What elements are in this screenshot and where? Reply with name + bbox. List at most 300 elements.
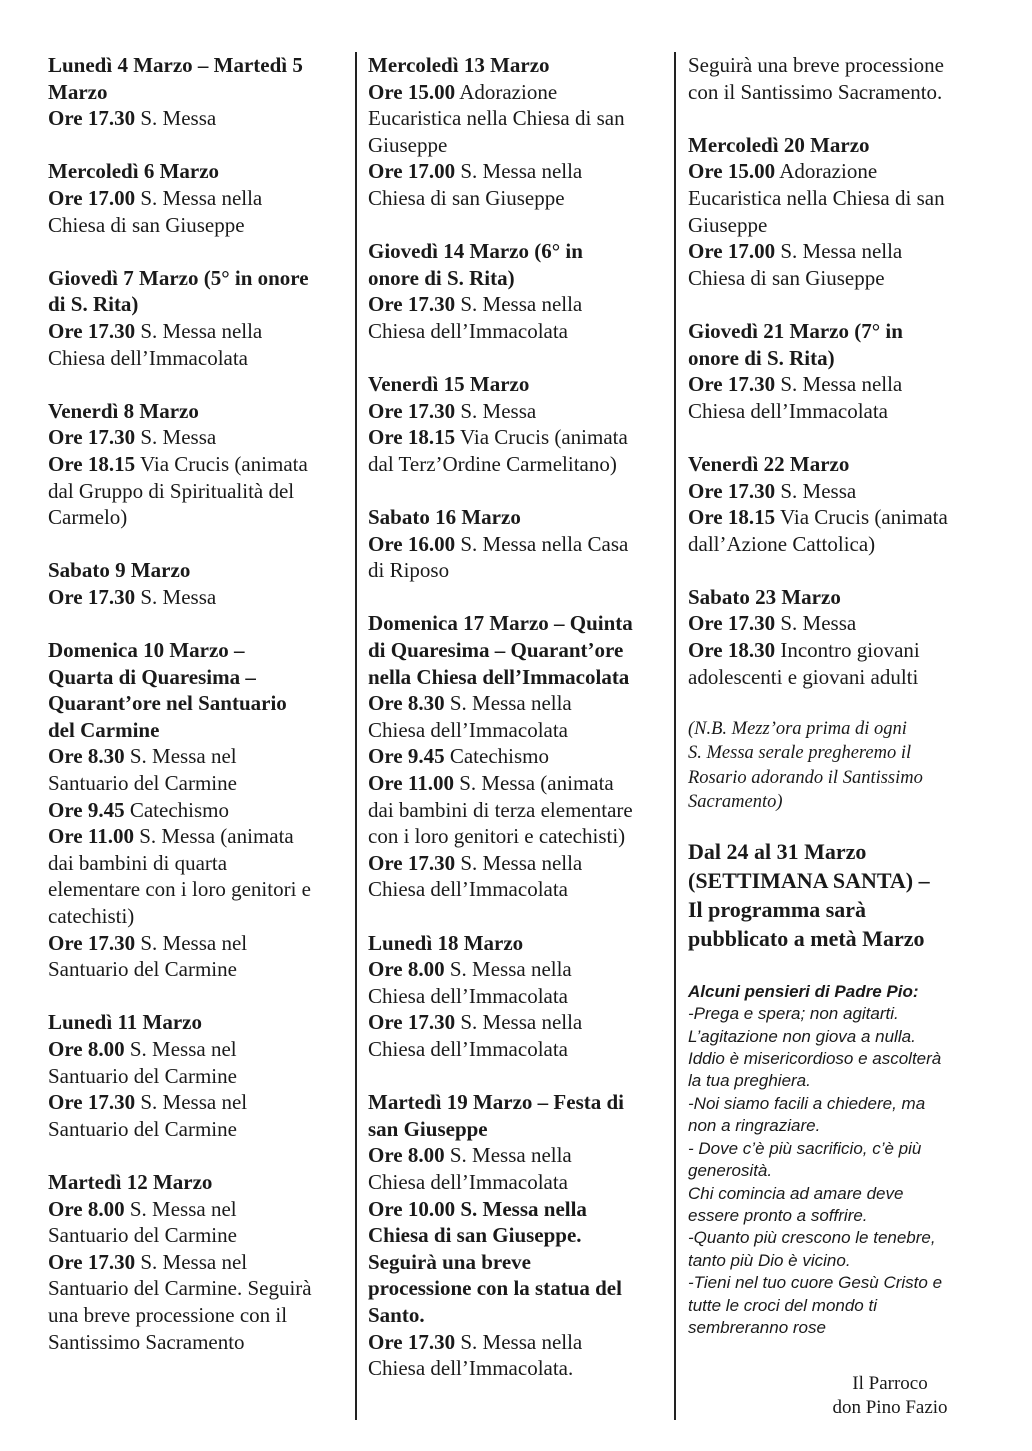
entry-text: Eucaristica nella Chiesa di san — [368, 106, 625, 131]
signature-name: don Pino Fazio — [832, 1397, 948, 1418]
entry-text: S. Messa nella — [455, 1329, 583, 1354]
entry-text: dal Terz’Ordine Carmelitano) — [368, 451, 617, 476]
note-line: S. Messa serale pregheremo il — [688, 743, 912, 764]
holy-week-line: pubblicato a metà Marzo — [688, 925, 925, 951]
entry-text: S. Messa nella — [135, 318, 263, 343]
entry-line — [368, 1009, 668, 1036]
entry-line — [688, 79, 993, 106]
entry-text: S. Messa nella — [775, 239, 903, 264]
entry-line — [688, 584, 993, 611]
entry-text: Chiesa di san Giuseppe — [48, 212, 245, 237]
entry-bold-text: Lunedì 18 Marzo — [368, 930, 524, 955]
note-line: (N.B. Mezz’ora prima di ogni — [688, 718, 907, 739]
entry-line — [688, 664, 993, 691]
entry-line — [368, 531, 668, 558]
entry-line — [48, 345, 348, 372]
entry-line — [688, 185, 993, 212]
entry-line — [688, 398, 993, 425]
entry-text: dai bambini di quarta — [48, 850, 228, 875]
entry-bold-text: Ore 17.30 — [48, 1090, 136, 1115]
entry-bold-text: Venerdì 15 Marzo — [368, 372, 530, 397]
entry-text: Chiesa dell’Immacolata — [368, 1169, 569, 1194]
entry-line — [48, 637, 348, 664]
entry-bold-text: Ore 17.30 — [48, 1249, 136, 1274]
entry-bold-text: onore di S. Rita) — [368, 265, 515, 290]
entry-bold-text: Ore 18.15 — [368, 425, 456, 450]
schedule-entry — [48, 1169, 348, 1355]
entry-text: elementare con i loro genitori e — [48, 877, 311, 902]
schedule-column-2 — [368, 52, 668, 1408]
entry-text: S. Messa nella — [444, 691, 572, 716]
entry-text: S. Messa nella — [455, 1010, 583, 1035]
schedule-entry — [368, 371, 668, 477]
entry-line — [48, 158, 348, 185]
entry-bold-text: del Carmine — [48, 717, 160, 742]
entry-line — [368, 1196, 668, 1223]
entry-text: Santuario del Carmine — [48, 1063, 237, 1088]
entry-line — [48, 876, 348, 903]
entry-text: S. Messa (animata — [453, 771, 614, 796]
entry-text: Adorazione — [455, 79, 558, 104]
entry-line — [368, 79, 668, 106]
entry-text: di Riposo — [368, 558, 450, 583]
entry-bold-text: di Quaresima – Quarant’ore — [368, 638, 624, 663]
entry-line — [688, 318, 993, 345]
schedule-entry — [48, 1009, 348, 1142]
note-line: Sacramento) — [688, 792, 783, 813]
entry-text: Santuario del Carmine. Seguirà — [48, 1276, 312, 1301]
entry-text: S. Messa nel — [135, 1090, 248, 1115]
schedule-entry — [48, 637, 348, 983]
entry-text: S. Messa nella — [775, 372, 903, 397]
entry-line — [368, 1275, 668, 1302]
padre-pio-line: - Dove c’è più sacrificio, c’è più — [688, 1138, 922, 1158]
entry-line — [48, 1196, 348, 1223]
entry-line — [48, 265, 348, 292]
entry-bold-text: Ore 17.30 — [688, 611, 776, 636]
entry-line — [48, 504, 348, 531]
entry-bold-text: Ore 17.00 — [48, 185, 136, 210]
entry-line — [48, 212, 348, 239]
entry-text: S. Messa nella — [455, 292, 583, 317]
entry-line — [48, 105, 348, 132]
entry-bold-text: Ore 17.30 — [48, 584, 136, 609]
entry-text: Chiesa dell’Immacolata — [368, 983, 569, 1008]
entry-line — [368, 1302, 668, 1329]
entry-line — [48, 956, 348, 983]
entry-line — [688, 345, 993, 372]
entry-line — [48, 1222, 348, 1249]
entry-bold-text: Ore 8.30 — [48, 744, 125, 769]
entry-line — [368, 717, 668, 744]
entry-line — [368, 610, 668, 637]
entry-line — [368, 318, 668, 345]
entry-text: S. Messa — [135, 106, 217, 131]
entry-text: Seguirà una breve processione — [688, 53, 944, 77]
entry-bold-text: Marzo — [48, 79, 108, 104]
padre-pio-line: sembreranno rose — [688, 1317, 826, 1337]
schedule-entry — [368, 610, 668, 903]
entry-text: Via Crucis (animata — [135, 451, 308, 476]
entry-line — [48, 1329, 348, 1356]
entry-bold-text: Ore 16.00 — [368, 531, 456, 556]
entry-line — [48, 1275, 348, 1302]
entry-line — [48, 1302, 348, 1329]
entry-line — [368, 1249, 668, 1276]
entry-bold-text: Ore 17.00 — [688, 239, 776, 264]
entry-line — [368, 557, 668, 584]
entry-line — [48, 185, 348, 212]
entry-text: Via Crucis (animata — [455, 425, 628, 450]
entry-bold-text: Seguirà una breve — [368, 1249, 531, 1274]
entry-text: Santissimo Sacramento — [48, 1329, 245, 1354]
entry-line — [368, 371, 668, 398]
schedule-entry — [48, 265, 348, 371]
signature — [790, 1372, 990, 1420]
holy-week-line: Dal 24 al 31 Marzo — [688, 838, 867, 864]
entry-text: Chiesa dell’Immacolata — [688, 398, 889, 423]
entry-line — [688, 478, 993, 505]
entry-text: Chiesa di san Giuseppe — [688, 265, 885, 290]
schedule-entry — [48, 52, 348, 132]
entry-line — [368, 797, 668, 824]
entry-line — [368, 1169, 668, 1196]
holy-week-notice — [688, 837, 993, 953]
entry-text: S. Messa — [775, 611, 857, 636]
entry-text: S. Messa — [135, 584, 217, 609]
entry-bold-text: Quarant’ore nel Santuario — [48, 691, 287, 716]
entry-bold-text: Venerdì 8 Marzo — [48, 398, 199, 423]
entry-line — [48, 52, 348, 79]
entry-text: Catechismo — [124, 797, 230, 822]
entry-line — [368, 185, 668, 212]
entry-line — [48, 850, 348, 877]
entry-bold-text: nella Chiesa dell’Immacolata — [368, 664, 630, 689]
entry-line — [368, 1222, 668, 1249]
entry-line — [368, 664, 668, 691]
entry-text: Eucaristica nella Chiesa di san — [688, 185, 945, 210]
entry-line — [688, 451, 993, 478]
entry-line — [368, 690, 668, 717]
entry-text: S. Messa nella — [444, 957, 572, 982]
entry-line — [48, 1063, 348, 1090]
schedule-entry — [368, 52, 668, 212]
entry-line — [688, 132, 993, 159]
entry-bold-text: Ore 17.30 — [688, 372, 776, 397]
entry-bold-text: Ore 17.30 — [368, 1010, 456, 1035]
entry-line — [48, 797, 348, 824]
entry-bold-text: Mercoledì 6 Marzo — [48, 159, 220, 184]
entry-text: dall’Azione Cattolica) — [688, 531, 876, 556]
entry-text: S. Messa nel — [135, 930, 248, 955]
entry-line — [48, 79, 348, 106]
entry-text: Chiesa di san Giuseppe — [368, 185, 565, 210]
entry-bold-text: Lunedì 4 Marzo – Martedì 5 — [48, 53, 303, 77]
entry-bold-text: Ore 11.00 — [48, 824, 134, 849]
entry-line — [48, 823, 348, 850]
entry-bold-text: Ore 17.00 — [368, 159, 456, 184]
entry-text: Giuseppe — [368, 132, 448, 157]
padre-pio-line: tutte le croci del mondo ti — [688, 1295, 877, 1315]
entry-bold-text: Ore 18.15 — [688, 505, 776, 530]
entry-text: S. Messa (animata — [133, 824, 294, 849]
padre-pio-line: -Quanto più crescono le tenebre, — [688, 1228, 936, 1248]
entry-text: con i loro genitori e catechisti) — [368, 824, 626, 849]
schedule-entry — [48, 557, 348, 610]
entry-line — [368, 770, 668, 797]
entry-line — [368, 1036, 668, 1063]
entry-bold-text: Ore 8.00 — [368, 957, 445, 982]
entry-line — [688, 238, 993, 265]
padre-pio-line: Iddio è misericordioso e ascolterà — [688, 1049, 942, 1069]
schedule-entry — [48, 398, 348, 531]
padre-pio-line: non a ringraziare. — [688, 1116, 821, 1136]
entry-text: S. Messa — [135, 425, 217, 450]
entry-bold-text: Ore 9.45 — [368, 744, 445, 769]
entry-text: Via Crucis (animata — [775, 505, 948, 530]
entry-bold-text: di S. Rita) — [48, 292, 139, 317]
entry-bold-text: Sabato 16 Marzo — [368, 505, 521, 530]
entry-line — [368, 956, 668, 983]
entry-bold-text: Ore 17.30 — [688, 478, 776, 503]
entry-bold-text: Sabato 9 Marzo — [48, 558, 191, 583]
entry-line — [48, 424, 348, 451]
entry-bold-text: onore di S. Rita) — [688, 345, 835, 370]
entry-line — [48, 1036, 348, 1063]
padre-pio-line: -Prega e spera; non agitarti. — [688, 1004, 899, 1024]
entry-bold-text: Giovedì 7 Marzo (5° in onore — [48, 265, 309, 290]
entry-bold-text: Martedì 19 Marzo – Festa di — [368, 1090, 625, 1115]
entry-line — [688, 504, 993, 531]
entry-line — [368, 398, 668, 425]
entry-text: Chiesa dell’Immacolata — [48, 345, 249, 370]
entry-text: Santuario del Carmine — [48, 1223, 237, 1248]
entry-line — [368, 265, 668, 292]
entry-bold-text: Ore 18.30 — [688, 638, 776, 663]
entry-bold-text: Giovedì 14 Marzo (6° in — [368, 239, 583, 264]
entry-line — [368, 158, 668, 185]
entry-bold-text: Ore 8.00 — [48, 1196, 125, 1221]
entry-text: Carmelo) — [48, 505, 128, 530]
padre-pio-line: essere pronto a soffrire. — [688, 1205, 868, 1225]
schedule-column-1 — [48, 52, 348, 1382]
entry-line — [48, 690, 348, 717]
entry-line — [368, 743, 668, 770]
entry-line — [48, 770, 348, 797]
entry-line — [48, 1249, 348, 1276]
entry-bold-text: processione con la statua del — [368, 1276, 622, 1301]
schedule-entries — [688, 52, 993, 690]
entry-line — [48, 478, 348, 505]
entry-bold-text: Ore 15.00 — [368, 79, 456, 104]
padre-pio-line: Chi comincia ad amare deve — [688, 1183, 904, 1203]
entry-bold-text: Ore 18.15 — [48, 451, 136, 476]
schedule-entry — [688, 584, 993, 690]
entry-bold-text: Martedì 12 Marzo — [48, 1169, 213, 1194]
entry-text: dai bambini di terza elementare — [368, 797, 633, 822]
entry-text: Chiesa dell’Immacolata — [368, 318, 569, 343]
entry-text: adolescenti e giovani adulti — [688, 664, 919, 689]
signature-title: Il Parroco — [852, 1373, 928, 1394]
entry-line — [688, 212, 993, 239]
entry-line — [48, 584, 348, 611]
entry-line — [368, 1116, 668, 1143]
entry-text: Giuseppe — [688, 212, 768, 237]
entry-bold-text: san Giuseppe — [368, 1116, 488, 1141]
entry-text: Catechismo — [444, 744, 550, 769]
entry-line — [688, 158, 993, 185]
entry-bold-text: Ore 17.30 — [368, 398, 456, 423]
schedule-entry — [368, 930, 668, 1063]
entry-text: S. Messa nella — [455, 159, 583, 184]
padre-pio-thoughts — [688, 981, 993, 1340]
entry-bold-text: Ore 17.30 — [368, 850, 456, 875]
entry-line — [48, 664, 348, 691]
entry-bold-text: Mercoledì 20 Marzo — [688, 132, 870, 157]
padre-pio-line: -Tieni nel tuo cuore Gesù Cristo e — [688, 1273, 943, 1293]
entry-text: Santuario del Carmine — [48, 771, 237, 796]
entry-bold-text: Santo. — [368, 1302, 425, 1327]
entry-line — [48, 903, 348, 930]
entry-line — [688, 371, 993, 398]
schedule-entry — [688, 132, 993, 292]
entry-line — [48, 1116, 348, 1143]
entry-line — [688, 610, 993, 637]
entry-text: Chiesa dell’Immacolata — [368, 877, 569, 902]
entry-line — [688, 265, 993, 292]
entry-bold-text: Ore 8.00 — [368, 1143, 445, 1168]
entry-bold-text: Ore 17.30 — [48, 318, 136, 343]
entry-line — [48, 1009, 348, 1036]
entry-line — [48, 557, 348, 584]
entry-text: Chiesa dell’Immacolata — [368, 717, 569, 742]
entry-line — [368, 504, 668, 531]
entry-bold-text: Ore 17.30 — [48, 930, 136, 955]
entry-bold-text: Ore 17.30 — [368, 292, 456, 317]
padre-pio-line: la tua preghiera. — [688, 1071, 811, 1091]
entry-line — [368, 876, 668, 903]
entry-line — [48, 398, 348, 425]
entry-text: S. Messa nella — [135, 185, 263, 210]
entry-bold-text: Ore 17.30 — [48, 425, 136, 450]
entry-line — [688, 531, 993, 558]
schedule-entry — [368, 504, 668, 584]
entry-line — [368, 637, 668, 664]
entry-text: Incontro giovani — [775, 638, 920, 663]
entry-text: una breve processione con il — [48, 1302, 288, 1327]
entry-bold-text: Giovedì 21 Marzo (7° in — [688, 318, 903, 343]
entry-line — [48, 1089, 348, 1116]
entry-text: con il Santissimo Sacramento. — [688, 79, 943, 104]
holy-week-line: (SETTIMANA SANTA) – — [688, 867, 930, 893]
entry-line — [368, 451, 668, 478]
entry-bold-text: Chiesa di san Giuseppe. — [368, 1223, 582, 1248]
entry-text: S. Messa nel — [124, 1196, 237, 1221]
padre-pio-line: generosità. — [688, 1161, 773, 1181]
entry-line — [368, 424, 668, 451]
entry-bold-text: Ore 8.00 — [48, 1036, 125, 1061]
column-divider — [355, 52, 357, 1420]
note-line: Rosario adorando il Santissimo — [688, 767, 923, 788]
entry-line — [48, 1169, 348, 1196]
entry-line — [48, 318, 348, 345]
entry-line — [368, 132, 668, 159]
entry-line — [688, 52, 993, 79]
entry-text: S. Messa — [775, 478, 857, 503]
entry-line — [368, 1329, 668, 1356]
entry-line — [368, 238, 668, 265]
entry-bold-text: Quarta di Quaresima – — [48, 664, 256, 689]
entry-text: S. Messa — [455, 398, 537, 423]
entry-line — [368, 1089, 668, 1116]
entry-bold-text: Ore 15.00 — [688, 159, 776, 184]
entry-bold-text: Domenica 10 Marzo – — [48, 638, 245, 663]
entry-bold-text: Ore 11.00 — [368, 771, 454, 796]
padre-pio-line: -Noi siamo facili a chiedere, ma — [688, 1093, 926, 1113]
entry-line — [48, 291, 348, 318]
padre-pio-line: tanto più Dio è vicino. — [688, 1250, 851, 1270]
schedule-entry — [688, 318, 993, 424]
entry-bold-text: Ore 9.45 — [48, 797, 125, 822]
entry-text: S. Messa nella — [455, 850, 583, 875]
entry-text: S. Messa nel — [124, 1036, 237, 1061]
entry-line — [368, 983, 668, 1010]
entry-text: S. Messa nel — [135, 1249, 248, 1274]
entry-text: S. Messa nella Casa — [455, 531, 629, 556]
entry-text: dal Gruppo di Spiritualità del — [48, 478, 295, 503]
entry-bold-text: Venerdì 22 Marzo — [688, 451, 850, 476]
column-divider — [674, 52, 676, 1420]
entry-text: S. Messa nella — [444, 1143, 572, 1168]
entry-line — [48, 743, 348, 770]
entry-bold-text: Domenica 17 Marzo – Quinta — [368, 611, 633, 636]
entry-line — [368, 850, 668, 877]
entry-line — [368, 52, 668, 79]
entry-text: catechisti) — [48, 904, 135, 928]
entry-bold-text: Lunedì 11 Marzo — [48, 1010, 203, 1035]
entry-bold-text: Ore 17.30 — [48, 106, 136, 131]
entry-bold-text: Ore 17.30 — [368, 1329, 456, 1354]
entry-text: Santuario del Carmine — [48, 1116, 237, 1141]
entry-bold-text: Mercoledì 13 Marzo — [368, 53, 550, 77]
rosary-note — [688, 717, 993, 815]
schedule-entry — [368, 238, 668, 344]
entry-text: S. Messa nel — [124, 744, 237, 769]
entry-line — [368, 105, 668, 132]
entry-line — [368, 291, 668, 318]
entry-line — [368, 930, 668, 957]
entry-text: Chiesa dell’Immacolata. — [368, 1356, 574, 1381]
schedule-entry — [368, 1089, 668, 1382]
entry-text: Adorazione — [775, 159, 878, 184]
schedule-column-3 — [688, 52, 993, 1339]
entry-line — [368, 1142, 668, 1169]
entry-line — [688, 637, 993, 664]
entry-line — [368, 1355, 668, 1382]
entry-bold-text: Ore 8.30 — [368, 691, 445, 716]
holy-week-line: Il programma sarà — [688, 896, 867, 922]
entry-line — [48, 717, 348, 744]
padre-pio-heading: Alcuni pensieri di Padre Pio: — [688, 981, 919, 1001]
entry-line — [368, 823, 668, 850]
padre-pio-line: L’agitazione non giova a nulla. — [688, 1026, 916, 1046]
entry-line — [48, 451, 348, 478]
schedule-entry — [48, 158, 348, 238]
entry-text: Santuario del Carmine — [48, 957, 237, 982]
schedule-entry — [688, 451, 993, 557]
entry-bold-text: Sabato 23 Marzo — [688, 584, 841, 609]
entry-text: Chiesa dell’Immacolata — [368, 1036, 569, 1061]
